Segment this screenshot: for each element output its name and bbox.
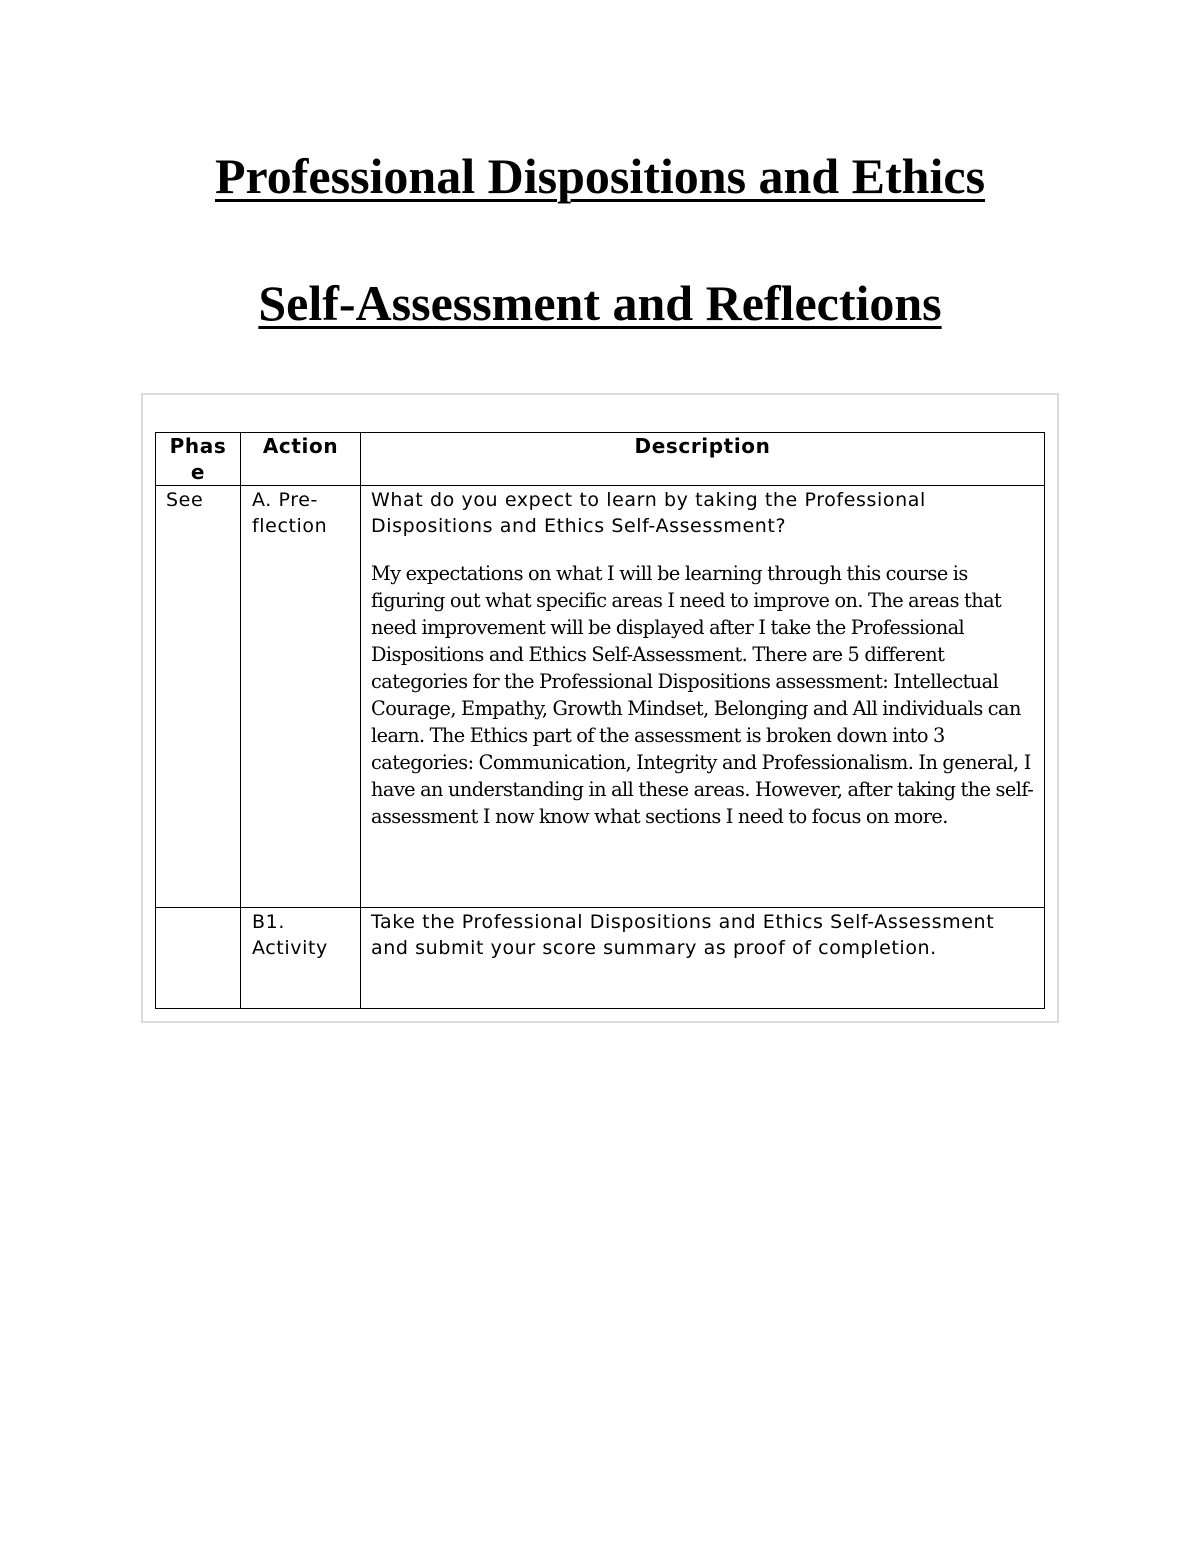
action-cell: A. Pre-flection	[241, 486, 361, 908]
action-cell: B1. Activity	[241, 908, 361, 1009]
table-row	[156, 486, 1045, 908]
header-action: Action	[241, 433, 361, 486]
reflection-answer: My expectations on what I will be learning through this course is figuring out what specific areas I need to improve on. The areas that need improvement will be displayed after I take the Professional Dispositions and Ethics Self-Assessment. There are 5 different categories for the Professional Dispositions assessment: Intellectual Courage, Empathy, Growth Mindset, Belonging and All individuals can learn. The Ethics part of the assessment is broken down into 3 categories: Communication, Integrity and Professionalism. In general, I have an understanding in all these areas. However, after taking the self-assessment I now know what sections I need to focus on more.	[371, 562, 1034, 828]
description-cell	[361, 486, 1045, 908]
activity-instruction: Take the Professional Dispositions and Ethics Self-Assessment and submit your score summary as proof of completion.	[371, 911, 995, 959]
phase-cell: See	[156, 486, 241, 908]
header-description: Description	[361, 433, 1045, 486]
table-header-row	[156, 433, 1045, 486]
phase-cell	[156, 908, 241, 1009]
table-row	[156, 908, 1045, 1009]
document-subtitle: Self-Assessment and Reflections	[258, 275, 942, 331]
reflection-prompt: What do you expect to learn by taking the Professional Dispositions and Ethics Self-Assessment?	[371, 489, 926, 537]
reflection-table	[155, 432, 1045, 1009]
document-title: Professional Dispositions and Ethics	[214, 148, 986, 204]
description-cell	[361, 908, 1045, 1009]
header-phase: Phase	[156, 433, 241, 486]
